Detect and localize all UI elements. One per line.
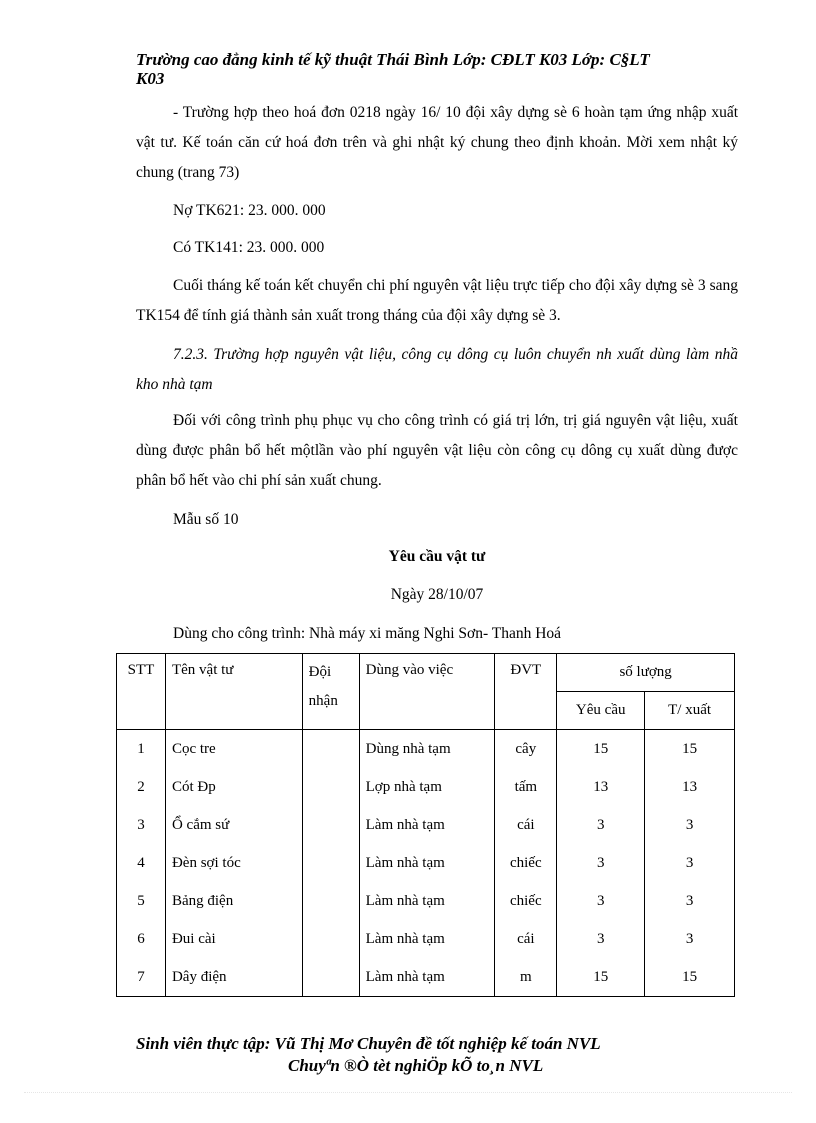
row-unit: cái [495, 806, 557, 844]
table-row [117, 806, 735, 844]
table-row [117, 844, 735, 882]
row-material-name: Bảng điện [165, 882, 302, 920]
row-receiving-team [302, 806, 359, 844]
header-unit: ĐVT [495, 654, 557, 730]
header-requested: Yêu cầu [557, 692, 645, 730]
header-purpose: Dùng vào việc [359, 654, 495, 730]
footer-line-2: Chuyªn ®Ò tèt nghiÖp kÕ to¸n NVL [288, 1056, 544, 1075]
header-material-name: Tên vật tư [165, 654, 302, 730]
row-stt: 5 [117, 882, 166, 920]
row-stt: 7 [117, 958, 166, 997]
row-material-name: Đui cài [165, 920, 302, 958]
credit-entry: Có TK141: 23. 000. 000 [173, 239, 325, 256]
section-heading: 7.2.3. Trường hợp nguyên vật liệu, công cụ dông cụ luôn chuyển nh xuất dùng làm nhầ kho nhà tạm [136, 346, 738, 393]
row-purpose: Làm nhà tạm [359, 920, 495, 958]
page-header [136, 50, 746, 88]
row-material-name: Cọc tre [165, 730, 302, 769]
form-usage: Dùng cho công trình: Nhà máy xi măng Nghi Sơn- Thanh Hoá [173, 625, 562, 642]
row-unit: cái [495, 920, 557, 958]
row-receiving-team [302, 844, 359, 882]
row-requested: 15 [557, 730, 645, 769]
table-row [117, 920, 735, 958]
row-requested: 3 [557, 844, 645, 882]
debit-entry: Nợ TK621: 23. 000. 000 [173, 202, 326, 219]
header-issued: T/ xuất [645, 692, 735, 730]
row-purpose: Làm nhà tạm [359, 844, 495, 882]
row-purpose: Dùng nhà tạm [359, 730, 495, 769]
row-purpose: Làm nhà tạm [359, 882, 495, 920]
row-issued: 15 [645, 730, 735, 769]
row-material-name: Ổ cắm sứ [165, 806, 302, 844]
table-row [117, 882, 735, 920]
row-issued: 15 [645, 958, 735, 997]
row-unit: tấm [495, 768, 557, 806]
row-requested: 3 [557, 920, 645, 958]
page-footer [136, 1033, 756, 1077]
row-unit: chiếc [495, 844, 557, 882]
row-issued: 3 [645, 882, 735, 920]
row-purpose: Làm nhà tạm [359, 806, 495, 844]
row-purpose: Làm nhà tạm [359, 958, 495, 997]
row-material-name: Cót Đp [165, 768, 302, 806]
paragraph-allocation: Đối với công trình phụ phục vụ cho công trình có giá trị lớn, trị giá nguyên vật liệu, xuất dùng được phân bổ hết mộtlần vào phí nguyên vật liệu còn công cụ dông cụ xuất dùng được phân bổ hết vào chi phí sản xuất chung. [136, 412, 738, 489]
row-requested: 3 [557, 806, 645, 844]
row-material-name: Dây điện [165, 958, 302, 997]
row-receiving-team [302, 958, 359, 997]
materials-table [116, 653, 735, 997]
row-unit: m [495, 958, 557, 997]
table-row [117, 768, 735, 806]
table-row [117, 730, 735, 769]
page-bottom-divider [24, 1092, 792, 1093]
row-unit: chiếc [495, 882, 557, 920]
row-unit: cây [495, 730, 557, 769]
header-line-2: K03 [136, 69, 165, 88]
footer-line-1: Sinh viên thực tập: Vũ Thị Mơ Chuyên đề tốt nghiệp kế toán NVL [136, 1034, 601, 1053]
row-issued: 3 [645, 844, 735, 882]
row-requested: 15 [557, 958, 645, 997]
form-date: Ngày 28/10/07 [390, 586, 484, 603]
row-issued: 3 [645, 920, 735, 958]
row-requested: 13 [557, 768, 645, 806]
header-receiving-team: Đội nhận [302, 654, 359, 730]
row-requested: 3 [557, 882, 645, 920]
form-number: Mẫu số 10 [173, 511, 239, 528]
row-material-name: Đèn sợi tóc [165, 844, 302, 882]
paragraph-advance-settlement: - Trường hợp theo hoá đơn 0218 ngày 16/ 10 đội xây dựng sè 6 hoàn tạm ứng nhập xuất vật tư. Kế toán căn cứ hoá đơn trên và ghi nhật ký chung theo định khoản. Mời xem nhật ký chung (trang 73) [136, 104, 738, 181]
row-purpose: Lợp nhà tạm [359, 768, 495, 806]
header-quantity: số lượng [557, 654, 735, 692]
header-stt: STT [117, 654, 166, 730]
row-stt: 3 [117, 806, 166, 844]
row-receiving-team [302, 882, 359, 920]
row-receiving-team [302, 768, 359, 806]
row-receiving-team [302, 920, 359, 958]
header-line-1: Trường cao đẳng kinh tế kỹ thuật Thái Bình Lớp: CĐLT K03 Lớp: C§LT [136, 50, 650, 69]
form-title: Yêu cầu vật tư [388, 548, 486, 565]
table-row [117, 958, 735, 997]
row-stt: 6 [117, 920, 166, 958]
table-header-row [117, 654, 735, 692]
row-stt: 2 [117, 768, 166, 806]
row-issued: 3 [645, 806, 735, 844]
row-issued: 13 [645, 768, 735, 806]
row-receiving-team [302, 730, 359, 769]
row-stt: 1 [117, 730, 166, 769]
paragraph-month-end-transfer: Cuối tháng kế toán kết chuyển chi phí nguyên vật liệu trực tiếp cho đội xây dựng sè 3 sang TK154 để tính giá thành sản xuất trong tháng của đội xây dựng sè 3. [136, 277, 738, 324]
row-stt: 4 [117, 844, 166, 882]
